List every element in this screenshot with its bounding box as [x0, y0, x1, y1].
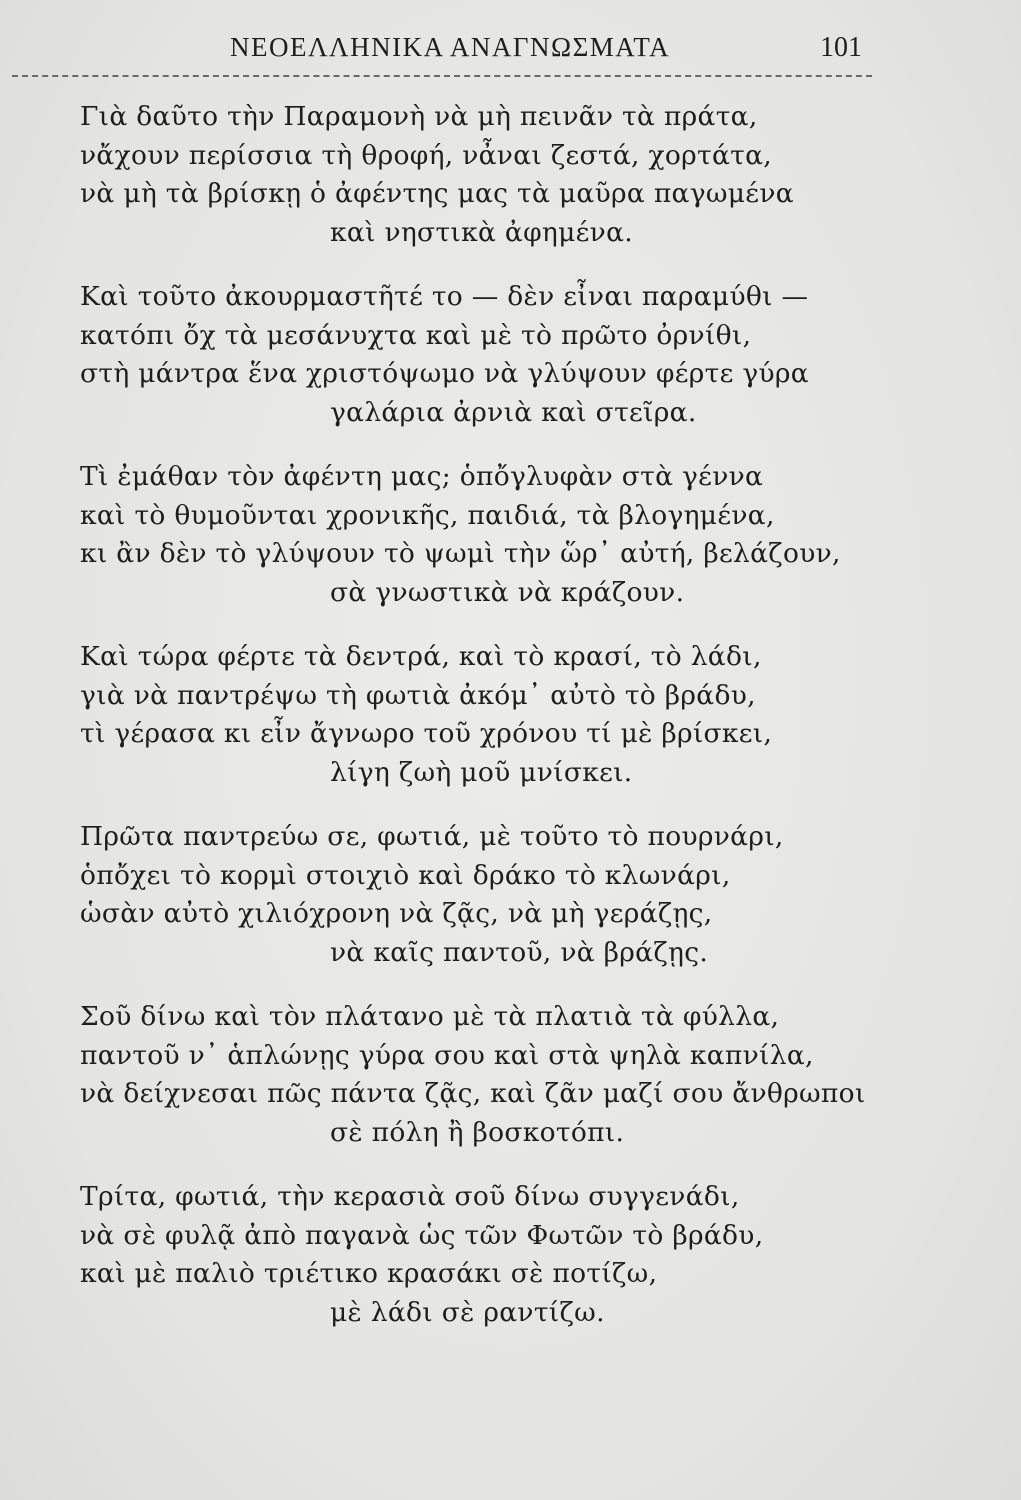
verse-line: ὁπὄχει τὸ κορμὶ στοιχιὸ καὶ δράκο τὸ κλωνάρι, [80, 859, 731, 891]
running-head [80, 26, 870, 66]
stanza-1 [80, 98, 880, 252]
stanza-2 [80, 278, 880, 432]
verse-line-short: γαλάρια ἀρνιὰ καὶ στεῖρα. [330, 396, 697, 428]
verse-line: Γιὰ δαῦτο τὴν Παραμονὴ νὰ μὴ πεινᾶν τὰ πράτα, [80, 101, 758, 132]
verse-line: Τὶ ἐμάθαν τὸν ἀφέντη μας; ὁπὄγλυφὰν στὰ γέννα [80, 461, 764, 492]
verse-line: καὶ μὲ παλιὸ τριέτικο κρασάκι σὲ ποτίζω, [80, 1258, 658, 1289]
verse-line: Καὶ τώρα φέρτε τὰ δεντρά, καὶ τὸ κρασί, τὸ λάδι, [80, 641, 762, 672]
poem-body [80, 98, 880, 1358]
verse-line-short: μὲ λάδι σὲ ραντίζω. [330, 1296, 605, 1328]
verse-line: Πρῶτα παντρεύω σε, φωτιά, μὲ τοῦτο τὸ πουρνάρι, [80, 821, 784, 852]
stanza-7 [80, 1178, 880, 1332]
page-number: 101 [820, 32, 862, 63]
verse-line: νὰ δείχνεσαι πῶς πάντα ζᾷς, καὶ ζᾶν μαζί σου ἄνθρωποι [80, 1078, 866, 1109]
verse-line-short: νὰ καῖς παντοῦ, νὰ βράζῃς. [330, 936, 709, 968]
verse-line-short: λίγη ζωὴ μοῦ μνίσκει. [330, 756, 633, 788]
verse-line: νἄχουν περίσσια τὴ θροφή, νἆναι ζεστά, χορτάτα, [80, 139, 773, 171]
header-rule [12, 75, 872, 77]
verse-line: νὰ μὴ τὰ βρίσκῃ ὁ ἀφέντης μας τὰ μαῦρα παγωμένα [80, 178, 794, 209]
verse-line-short: σὰ γνωστικὰ νὰ κράζουν. [330, 576, 685, 608]
verse-line: Τρίτα, φωτιά, τὴν κερασιὰ σοῦ δίνω συγγενάδι, [80, 1181, 740, 1212]
stanza-4 [80, 638, 880, 792]
stanza-6 [80, 998, 880, 1152]
verse-line: Καὶ τοῦτο ἀκουρμαστῆτέ το — δὲν εἶναι παραμύθι — [80, 281, 809, 312]
verse-line: καὶ τὸ θυμοῦνται χρονικῆς, παιδιά, τὰ βλογημένα, [80, 499, 775, 531]
verse-line-short: καὶ νηστικὰ ἀφημένα. [330, 216, 633, 248]
verse-line: γιὰ νὰ παντρέψω τὴ φωτιὰ ἀκόμ᾽ αὐτὸ τὸ βράδυ, [80, 679, 756, 711]
verse-line: κι ἂν δὲν τὸ γλύψουν τὸ ψωμὶ τὴν ὥρ᾽ αὐτή, βελάζουν, [80, 538, 841, 569]
verse-line: τὶ γέρασα κι εἶν ἄγνωρο τοῦ χρόνου τί μὲ βρίσκει, [80, 718, 773, 749]
verse-line-short: σὲ πόλη ἢ βοσκοτόπι. [330, 1116, 625, 1148]
verse-line: στὴ μάντρα ἕνα χριστόψωμο νὰ γλύψουν φέρτε γύρα [80, 358, 809, 389]
verse-line: Σοῦ δίνω καὶ τὸν πλάτανο μὲ τὰ πλατιὰ τὰ φύλλα, [80, 1001, 780, 1032]
verse-line: ὡσὰν αὐτὸ χιλιόχρονη νὰ ζᾷς, νὰ μὴ γεράζῃς, [80, 898, 713, 929]
running-title: ΝΕΟΕΛΛΗΝΙΚΑ ΑΝΑΓΝΩΣΜΑΤΑ [230, 32, 671, 62]
stanza-5 [80, 818, 880, 972]
stanza-3 [80, 458, 880, 612]
verse-line: κατόπι ὄχ τὰ μεσάνυχτα καὶ μὲ τὸ πρῶτο ὀρνίθι, [80, 319, 752, 351]
verse-line: παντοῦ ν᾽ ἁπλώνῃς γύρα σου καὶ στὰ ψηλὰ καπνίλα, [80, 1039, 814, 1071]
verse-line: νὰ σὲ φυλᾷ ἀπὸ παγανὰ ὡς τῶν Φωτῶν τὸ βράδυ, [80, 1219, 764, 1251]
